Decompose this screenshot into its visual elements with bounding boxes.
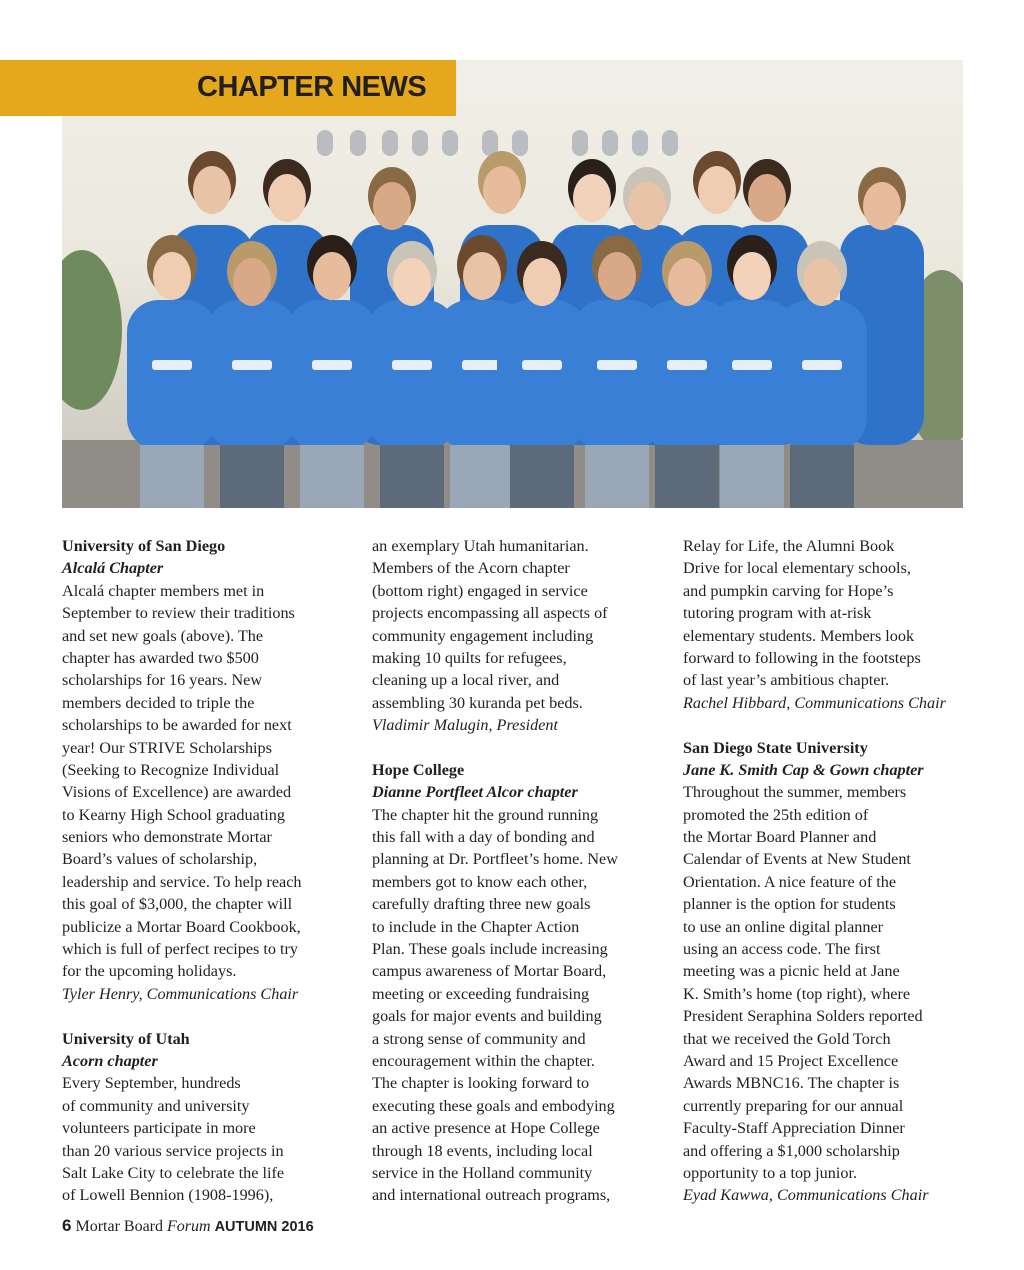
article-text: planning at Dr. Portfleet’s home. New — [372, 850, 618, 869]
article-text: assembling 30 kuranda pet beds. — [372, 693, 583, 712]
article-text: this goal of $3,000, the chapter will — [62, 895, 293, 914]
article-text: forward to following in the footsteps — [683, 648, 921, 667]
article-text: The chapter hit the ground running — [372, 805, 599, 824]
person-face — [628, 182, 666, 230]
article-text: tutoring program with at-risk — [683, 604, 872, 623]
person-legs — [720, 445, 784, 508]
article-text: executing these goals and embodying — [372, 1096, 615, 1115]
person-face — [698, 166, 736, 214]
article-heading: University of San Diego — [62, 537, 226, 555]
article-text: Calendar of Events at New Student — [683, 850, 911, 869]
article-byline: Rachel Hibbard, Communications Chair — [683, 693, 946, 712]
article-text: year! Our STRIVE Scholarships — [62, 738, 272, 757]
plant-shape — [62, 250, 122, 410]
article-text: opportunity to a top junior. — [683, 1163, 858, 1182]
publication-name: Mortar Board — [75, 1218, 163, 1235]
article-text: Drive for local elementary schools, — [683, 559, 911, 578]
person-shirt — [207, 300, 297, 450]
article-text: chapter has awarded two $500 — [62, 648, 259, 667]
article-text: Board’s values of scholarship, — [62, 850, 258, 869]
window-shape — [442, 130, 458, 156]
section-title: CHAPTER NEWS — [197, 71, 427, 103]
article-text: Awards MBNC16. The chapter is — [683, 1074, 900, 1093]
person-legs — [655, 445, 719, 508]
person-face — [863, 182, 901, 230]
article-text: to use an online digital planner — [683, 917, 884, 936]
person-face — [373, 182, 411, 230]
person-face — [193, 166, 231, 214]
article-text: Throughout the summer, members — [683, 783, 907, 802]
article-text: carefully drafting three new goals — [372, 895, 591, 914]
article-text: and set new goals (above). The — [62, 626, 264, 645]
group-photo-illustration — [62, 60, 963, 508]
article-column-1 — [62, 535, 354, 1207]
person-legs — [585, 445, 649, 508]
article-text: members got to know each other, — [372, 872, 588, 891]
article-text: Faculty-Staff Appreciation Dinner — [683, 1119, 905, 1138]
article-byline: Eyad Kawwa, Communications Chair — [683, 1186, 929, 1205]
article-text: scholarships for 16 years. New — [62, 671, 263, 690]
article-subheading: Alcalá Chapter — [62, 559, 164, 578]
article-text: a strong sense of community and — [372, 1029, 586, 1048]
article-text: (bottom right) engaged in service — [372, 581, 588, 600]
group-photo — [62, 60, 963, 508]
article-text: Salt Lake City to celebrate the life — [62, 1163, 285, 1182]
article-text: an active presence at Hope College — [372, 1119, 600, 1138]
shirt-logo-shape — [232, 360, 272, 370]
window-shape — [382, 130, 398, 156]
article-text: and offering a $1,000 scholarship — [683, 1141, 900, 1160]
article-text: currently preparing for our annual — [683, 1096, 904, 1115]
person-face — [803, 258, 841, 306]
article-text: which is full of perfect recipes to try — [62, 940, 298, 959]
person-face — [483, 166, 521, 214]
publication-name-italic: Forum — [167, 1218, 211, 1235]
article-text: (Seeking to Recognize Individual — [62, 760, 280, 779]
shirt-logo-shape — [392, 360, 432, 370]
person-face — [523, 258, 561, 306]
article-text: community engagement including — [372, 626, 594, 645]
article-text: Orientation. A nice feature of the — [683, 872, 897, 891]
article-text: Relay for Life, the Alumni Book — [683, 537, 895, 555]
paragraph-gap — [372, 737, 664, 759]
article-text: Award and 15 Project Excellence — [683, 1051, 899, 1070]
person-shirt — [287, 300, 377, 450]
person-legs — [510, 445, 574, 508]
article-text: volunteers participate in more — [62, 1119, 256, 1138]
article-subheading: Dianne Portfleet Alcor chapter — [372, 783, 578, 802]
shirt-logo-shape — [152, 360, 192, 370]
person-face — [313, 252, 351, 300]
person-face — [748, 174, 786, 222]
article-text: of Lowell Bennion (1908-1996), — [62, 1186, 274, 1205]
article-text: campus awareness of Mortar Board, — [372, 962, 607, 981]
article-text: seniors who demonstrate Mortar — [62, 828, 272, 847]
article-text: cleaning up a local river, and — [372, 671, 560, 690]
person-face — [668, 258, 706, 306]
paragraph-gap — [683, 714, 975, 736]
article-text: the Mortar Board Planner and — [683, 828, 877, 847]
person-legs — [790, 445, 854, 508]
window-shape — [632, 130, 648, 156]
article-column-3 — [683, 535, 975, 1207]
person-face — [573, 174, 611, 222]
article-text: Visions of Excellence) are awarded — [62, 783, 292, 802]
article-text: planner is the option for students — [683, 895, 896, 914]
page-footer — [62, 1216, 314, 1236]
shirt-logo-shape — [667, 360, 707, 370]
article-heading: Hope College — [372, 760, 465, 779]
person-face — [153, 252, 191, 300]
article-text: than 20 various service projects in — [62, 1141, 284, 1160]
paragraph-gap — [62, 1005, 354, 1027]
article-text: to Kearny High School graduating — [62, 805, 285, 824]
article-text: using an access code. The first — [683, 940, 881, 959]
person-legs — [300, 445, 364, 508]
person-face — [598, 252, 636, 300]
article-text: projects encompassing all aspects of — [372, 604, 608, 623]
article-text: of community and university — [62, 1096, 250, 1115]
person-face — [393, 258, 431, 306]
shirt-logo-shape — [732, 360, 772, 370]
article-text: elementary students. Members look — [683, 626, 915, 645]
window-shape — [602, 130, 618, 156]
issue-label: AUTUMN 2016 — [214, 1219, 314, 1235]
article-text: encouragement within the chapter. — [372, 1051, 595, 1070]
shirt-logo-shape — [462, 360, 502, 370]
article-byline: Vladimir Malugin, President — [372, 716, 558, 735]
person-legs — [220, 445, 284, 508]
article-text: leadership and service. To help reach — [62, 872, 302, 891]
article-text: Alcalá chapter members met in — [62, 581, 265, 600]
article-text: this fall with a day of bonding and — [372, 828, 595, 847]
article-heading: San Diego State University — [683, 738, 868, 757]
article-text: to include in the Chapter Action — [372, 917, 580, 936]
article-text: September to review their traditions — [62, 604, 295, 623]
article-text: Members of the Acorn chapter — [372, 559, 570, 578]
article-text: members decided to triple the — [62, 693, 255, 712]
article-subheading: Jane K. Smith Cap & Gown chapter — [683, 760, 924, 779]
article-text: publicize a Mortar Board Cookbook, — [62, 917, 301, 936]
article-byline: Tyler Henry, Communications Chair — [62, 984, 299, 1003]
shirt-logo-shape — [802, 360, 842, 370]
article-text: for the upcoming holidays. — [62, 962, 237, 981]
person-legs — [380, 445, 444, 508]
window-shape — [350, 130, 366, 156]
article-text: K. Smith’s home (top right), where — [683, 984, 911, 1003]
window-shape — [662, 130, 678, 156]
window-shape — [317, 130, 333, 156]
article-text: meeting was a picnic held at Jane — [683, 962, 900, 981]
article-text: through 18 events, including local — [372, 1141, 593, 1160]
shirt-logo-shape — [312, 360, 352, 370]
article-text: an exemplary Utah humanitarian. — [372, 537, 589, 555]
person-shirt — [127, 300, 217, 450]
window-shape — [572, 130, 588, 156]
window-shape — [412, 130, 428, 156]
article-text: and pumpkin carving for Hope’s — [683, 581, 894, 600]
article-text: Plan. These goals include increasing — [372, 940, 608, 959]
article-text: service in the Holland community — [372, 1163, 593, 1182]
person-face — [733, 252, 771, 300]
person-legs — [450, 445, 514, 508]
article-text: Every September, hundreds — [62, 1074, 241, 1093]
article-text: President Seraphina Solders reported — [683, 1007, 923, 1026]
shirt-logo-shape — [597, 360, 637, 370]
window-shape — [512, 130, 528, 156]
person-legs — [140, 445, 204, 508]
person-face — [233, 258, 271, 306]
person-face — [463, 252, 501, 300]
article-text: meeting or exceeding fundraising — [372, 984, 590, 1003]
article-text: goals for major events and building — [372, 1007, 602, 1026]
person-face — [268, 174, 306, 222]
article-text: and international outreach programs, — [372, 1186, 611, 1205]
article-text: scholarships to be awarded for next — [62, 716, 292, 735]
page-number: 6 — [62, 1216, 72, 1235]
article-column-2 — [372, 535, 664, 1207]
article-text: making 10 quilts for refugees, — [372, 648, 567, 667]
person-shirt — [777, 300, 867, 450]
shirt-logo-shape — [522, 360, 562, 370]
article-text: of last year’s ambitious chapter. — [683, 671, 890, 690]
article-text: The chapter is looking forward to — [372, 1074, 590, 1093]
article-text: that we received the Gold Torch — [683, 1029, 891, 1048]
article-heading: University of Utah — [62, 1029, 190, 1048]
article-subheading: Acorn chapter — [62, 1051, 158, 1070]
article-text: promoted the 25th edition of — [683, 805, 869, 824]
